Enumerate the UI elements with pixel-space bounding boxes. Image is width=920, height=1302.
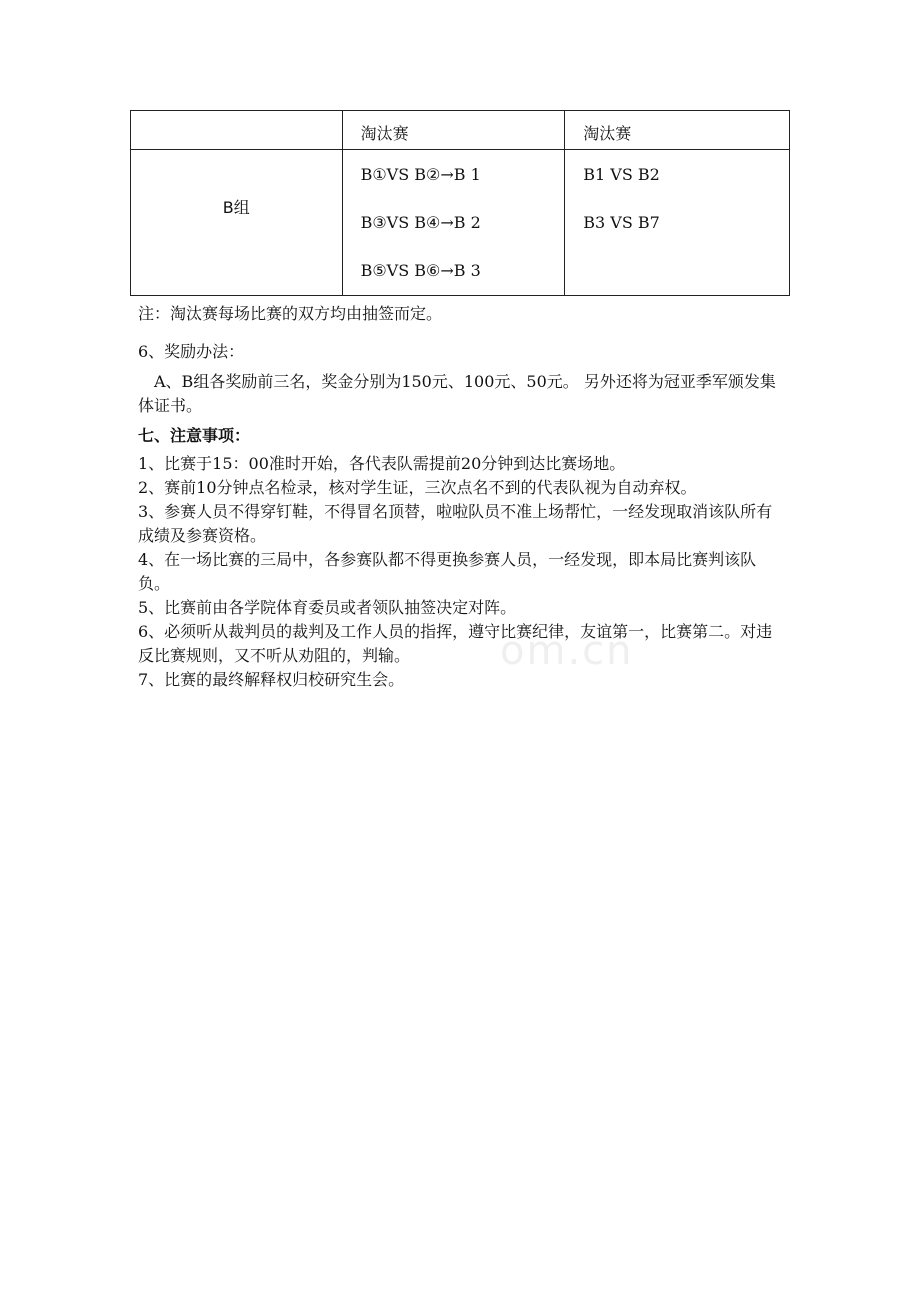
match-item: B①VS B②→B 1 — [360, 165, 481, 184]
second-round-cell — [565, 150, 790, 296]
header-cell-knockout-1 — [342, 111, 565, 150]
group-cell — [131, 150, 343, 296]
header-label: 淘汰赛 — [360, 124, 409, 143]
first-round-cell — [342, 150, 565, 296]
header-cell-knockout-2 — [565, 111, 790, 150]
match-item: B③VS B④→B 2 — [360, 213, 481, 232]
watermark: om.cn — [500, 628, 634, 674]
section-title: 七、注意事项： — [138, 426, 251, 445]
bracket-table — [130, 110, 790, 296]
notice-item-5: 5、比赛前由各学院体育委员或者领队抽签决定对阵。 — [138, 598, 517, 617]
notice-item-2: 2、赛前10分钟点名检录，核对学生证，三次点名不到的代表队视为自动弃权。 — [138, 478, 697, 497]
notice-item-3: 3、参赛人员不得穿钉鞋，不得冒名顶替，啦啦队员不准上场帮忙，一经发现取消该队所有成绩及参赛资格。 — [138, 502, 773, 545]
notice-item-7: 7、比赛的最终解释权归校研究生会。 — [138, 670, 405, 689]
reward-text: A、B组各奖励前三名，奖金分别为150元、100元、50元。 另外还将为冠亚季军颁发集体证书。 — [138, 372, 776, 415]
header-label: 淘汰赛 — [583, 124, 632, 143]
notice-item-4: 4、在一场比赛的三局中，各参赛队都不得更换参赛人员，一经发现，即本局比赛判该队负。 — [138, 550, 757, 593]
header-cell-empty — [131, 111, 343, 150]
reward-title: 6、奖励办法： — [138, 342, 245, 361]
match-item: B3 VS B7 — [583, 213, 660, 232]
table-row-group-b — [131, 150, 790, 296]
match-item: B1 VS B2 — [583, 165, 660, 184]
notice-item-6: 6、必须听从裁判员的裁判及工作人员的指挥，遵守比赛纪律，友谊第一，比赛第二。对违反比赛规则，又不听从劝阻的，判输。 — [138, 622, 773, 665]
match-item: B⑤VS B⑥→B 3 — [360, 261, 481, 280]
group-label: B组 — [222, 198, 250, 217]
notice-item-1: 1、比赛于15：00准时开始，各代表队需提前20分钟到达比赛场地。 — [138, 454, 626, 473]
table-note: 注：淘汰赛每场比赛的双方均由抽签而定。 — [138, 304, 443, 323]
table-header-row — [131, 111, 790, 150]
